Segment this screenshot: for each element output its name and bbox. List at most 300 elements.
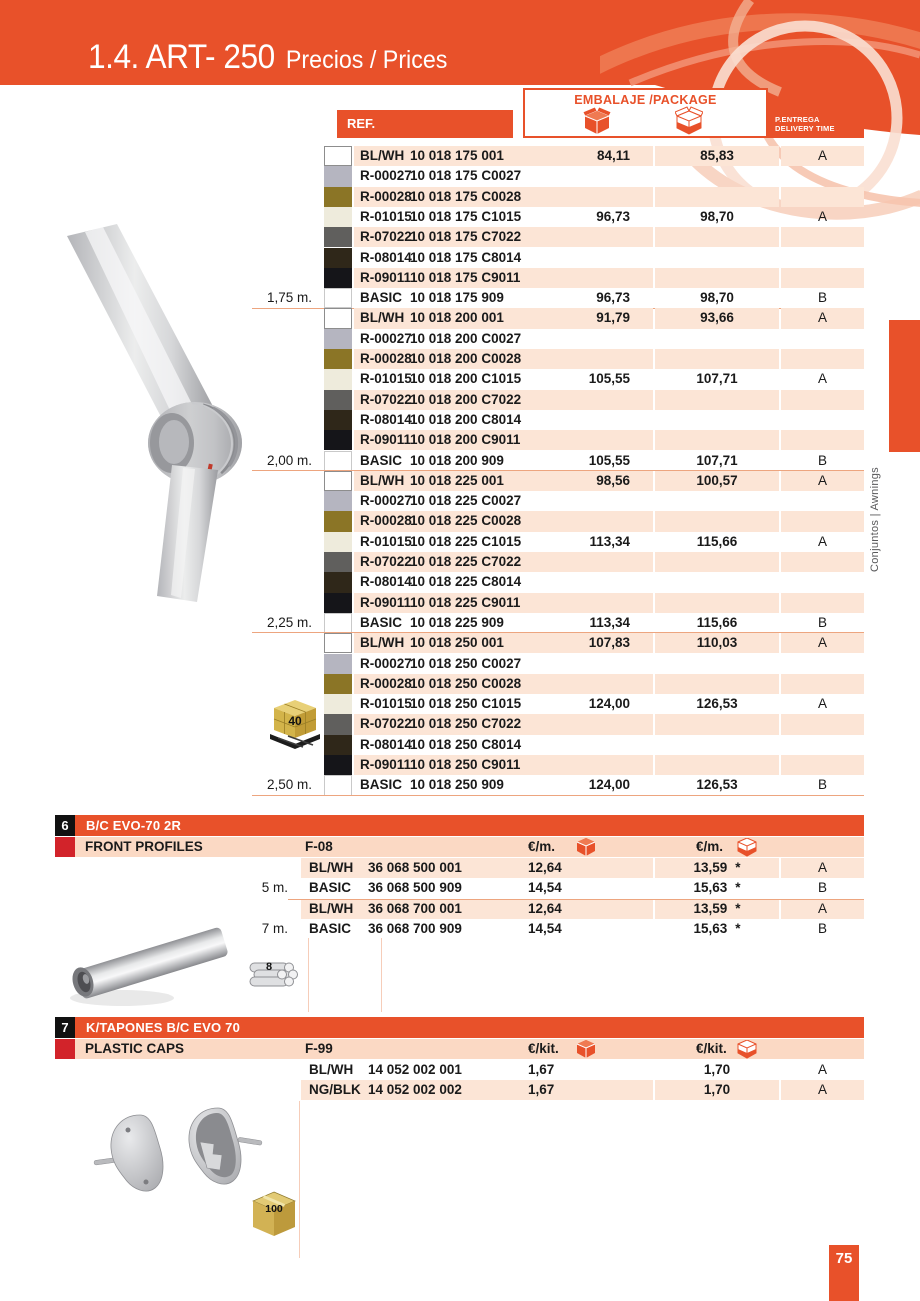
- row-pack-price-cell: [655, 552, 779, 572]
- row-delivery-cell: [781, 349, 864, 369]
- row-main-cell: [354, 471, 653, 491]
- price-row: [0, 187, 864, 207]
- column-hairline: [381, 938, 382, 1012]
- row-delivery-cell: [781, 430, 864, 450]
- row-main-cell: [354, 187, 653, 207]
- row-delivery-cell: A: [817, 696, 827, 712]
- chapter-caption: Conjuntos | Awnings: [869, 467, 881, 572]
- length-label: 1,75 m.: [266, 290, 312, 306]
- color-name: NG/BLK: [309, 1082, 361, 1098]
- color-swatch: [324, 288, 352, 308]
- color-swatch: [324, 491, 352, 511]
- price-single: 124,00: [588, 696, 630, 712]
- row-delivery-cell: [781, 552, 864, 572]
- ref-code: 10 018 250 C9011: [410, 757, 521, 772]
- row-pack-price-cell: 126,53: [696, 696, 738, 712]
- section-price-row: [0, 858, 864, 878]
- ref-code: 36 068 500 909: [368, 880, 462, 896]
- ref-code: 10 018 225 C1015: [410, 533, 522, 549]
- row-pack-price-cell: [655, 227, 779, 247]
- row-main-cell: [354, 593, 653, 613]
- tube-bundle-quantity-icon: [244, 952, 302, 998]
- row-delivery-cell: B: [817, 452, 827, 468]
- ref-code: 14 052 002 001: [368, 1062, 462, 1077]
- unit-price-pack-label: €/kit.: [696, 1041, 727, 1056]
- color-name: R-08014: [360, 411, 412, 427]
- footnote-star: *: [735, 921, 741, 937]
- color-name: R-08014: [360, 736, 412, 752]
- length-label: 2,00 m.: [266, 452, 312, 468]
- row-main-cell: [301, 919, 653, 939]
- color-name: BASIC: [360, 290, 403, 306]
- color-swatch: [324, 532, 352, 552]
- color-swatch: [324, 572, 352, 592]
- color-swatch: [324, 187, 352, 207]
- row-pack-price-cell: [655, 166, 779, 186]
- ref-code: 14 052 002 002: [368, 1082, 462, 1098]
- ref-code: 10 018 200 C1015: [410, 371, 522, 387]
- row-pack-price-cell: 1,70: [703, 1062, 731, 1077]
- row-main-cell: [301, 858, 653, 878]
- ref-code: 10 018 250 C8014: [410, 736, 522, 752]
- color-swatch: [324, 248, 352, 268]
- row-main-cell: [354, 369, 653, 389]
- color-swatch: [324, 410, 352, 430]
- price-single: 14,54: [528, 921, 562, 937]
- row-pack-price-cell: 110,03: [655, 633, 779, 653]
- row-main-cell: [354, 146, 653, 166]
- color-swatch: [324, 714, 352, 734]
- row-main-cell: [301, 1060, 653, 1080]
- ref-code: 10 018 225 C9011: [410, 594, 521, 610]
- unit-price-label: €/kit.: [528, 1041, 559, 1056]
- row-main-cell: [354, 674, 653, 694]
- color-name: R-00027: [360, 493, 412, 509]
- color-name: BASIC: [309, 921, 352, 937]
- row-main-cell: [354, 775, 653, 795]
- ref-code: 10 018 225 909: [410, 614, 504, 630]
- row-pack-price-cell: [655, 390, 779, 410]
- price-single: 96,73: [596, 208, 630, 224]
- row-pack-price-cell: [655, 593, 779, 613]
- color-name: R-00028: [360, 188, 412, 204]
- section-price-row: [0, 1080, 864, 1100]
- row-delivery-cell: [781, 390, 864, 410]
- row-delivery-cell: [781, 268, 864, 288]
- row-main-cell: [354, 633, 653, 653]
- ref-column-header: [337, 110, 513, 138]
- color-swatch: [324, 593, 352, 613]
- row-delivery-cell: A: [781, 899, 864, 919]
- row-delivery-cell: A: [817, 533, 827, 549]
- row-main-cell: [354, 329, 653, 349]
- color-swatch: [324, 735, 352, 755]
- row-pack-price-cell: [655, 511, 779, 531]
- color-name: BL/WH: [360, 310, 405, 326]
- ref-code: 10 018 225 C0027: [410, 493, 522, 509]
- page-title-sub: Precios / Prices: [285, 46, 448, 74]
- ref-code: 10 018 175 C1015: [410, 208, 522, 224]
- ref-code: 10 018 225 C7022: [410, 554, 522, 569]
- unit-price-pack-label: €/m.: [696, 839, 724, 854]
- color-swatch: [324, 329, 352, 349]
- column-hairline: [299, 1101, 300, 1258]
- section-ref-code: F-08: [305, 839, 333, 854]
- color-swatch: [324, 146, 352, 166]
- price-single: 91,79: [596, 310, 630, 326]
- price-single: 96,73: [596, 290, 630, 306]
- ref-code: 10 018 175 C7022: [410, 229, 522, 245]
- price-row: [0, 633, 864, 653]
- color-name: BL/WH: [360, 148, 405, 163]
- row-pack-price-cell: 13,59 *: [655, 858, 779, 878]
- ref-code: 10 018 175 909: [410, 290, 504, 306]
- row-main-cell: [354, 390, 653, 410]
- row-main-cell: [354, 166, 653, 186]
- product-photo-caps: [88, 1103, 268, 1211]
- row-main-cell: [354, 308, 653, 328]
- row-pack-price-cell: 15,63 *: [693, 921, 741, 937]
- row-delivery-cell: B: [817, 290, 827, 306]
- price-row: [0, 613, 864, 633]
- row-delivery-cell: A: [781, 1080, 864, 1100]
- section-ref-code: F-99: [305, 1041, 333, 1056]
- ref-code: 10 018 200 909: [410, 452, 504, 468]
- row-main-cell: [354, 268, 653, 288]
- row-delivery-cell: [781, 755, 864, 775]
- color-name: R-09011: [360, 269, 412, 285]
- row-delivery-cell: A: [781, 858, 864, 878]
- row-delivery-cell: A: [817, 208, 827, 224]
- section-header-bar: [55, 815, 864, 836]
- row-main-cell: [354, 572, 653, 592]
- row-main-cell: [354, 451, 653, 471]
- column-hairline: [308, 938, 309, 1012]
- section-header-bar: [55, 1017, 864, 1038]
- row-delivery-cell: [781, 166, 864, 186]
- row-main-cell: [354, 227, 653, 247]
- ref-code: 10 018 175 001: [410, 148, 504, 163]
- row-delivery-cell: B: [817, 880, 827, 896]
- price-row: [0, 146, 864, 166]
- section-subtitle: FRONT PROFILES: [85, 839, 203, 854]
- open-carton-icon: [675, 106, 703, 141]
- price-single: 124,00: [588, 777, 630, 793]
- footnote-star: *: [735, 880, 741, 896]
- ref-code: 10 018 200 C8014: [410, 411, 522, 427]
- section-price-row: [0, 878, 864, 898]
- row-pack-price-cell: 107,71: [696, 371, 738, 387]
- footnote-star: *: [735, 900, 741, 916]
- row-pack-price-cell: 115,66: [696, 533, 738, 549]
- color-name: R-00028: [360, 675, 412, 691]
- row-delivery-cell: [781, 572, 864, 592]
- row-delivery-cell: [781, 511, 864, 531]
- color-name: R-01015: [360, 696, 412, 712]
- color-name: R-01015: [360, 371, 412, 387]
- color-swatch: [324, 207, 352, 227]
- row-pack-price-cell: [655, 329, 779, 349]
- package-label: EMBALAJE /PACKAGE: [574, 93, 717, 107]
- carton-quantity-label: 100: [265, 1203, 283, 1215]
- price-single: 1,67: [528, 1062, 555, 1077]
- row-main-cell: [354, 755, 653, 775]
- row-main-cell: [301, 878, 653, 898]
- row-delivery-cell: A: [817, 1062, 827, 1077]
- row-pack-price-cell: [655, 268, 779, 288]
- row-delivery-cell: [781, 654, 864, 674]
- page-title: [88, 38, 447, 77]
- chapter-color-tab: [889, 320, 920, 452]
- row-pack-price-cell: 107,71: [696, 452, 738, 468]
- color-swatch: [324, 390, 352, 410]
- delivery-label-es: P.ENTREGA: [775, 115, 820, 124]
- color-swatch: [324, 511, 352, 531]
- color-swatch: [324, 227, 352, 247]
- row-delivery-cell: B: [817, 614, 827, 630]
- price-single: 84,11: [596, 148, 630, 163]
- row-pack-price-cell: [655, 714, 779, 734]
- price-row: [0, 714, 864, 734]
- color-name: R-07022: [360, 391, 412, 407]
- row-delivery-cell: A: [781, 471, 864, 491]
- row-pack-price-cell: 85,83: [655, 146, 779, 166]
- row-main-cell: [354, 349, 653, 369]
- price-row: [0, 735, 864, 755]
- row-main-cell: [354, 735, 653, 755]
- price-row: [0, 674, 864, 694]
- price-single: 105,55: [588, 371, 630, 387]
- section-subheader-row: [75, 1039, 864, 1059]
- ref-code: 10 018 225 001: [410, 472, 504, 488]
- row-main-cell: [354, 207, 653, 227]
- color-swatch: [324, 633, 352, 653]
- color-name: BL/WH: [309, 860, 354, 875]
- row-pack-price-cell: 15,63 *: [693, 880, 741, 896]
- row-delivery-cell: [781, 674, 864, 694]
- price-single: 107,83: [588, 635, 630, 651]
- price-single: 14,54: [528, 880, 562, 896]
- section-title: B/C EVO-70 2R: [75, 815, 864, 836]
- page-number: 75: [829, 1245, 859, 1301]
- color-name: BL/WH: [360, 635, 405, 651]
- row-pack-price-cell: 100,57: [655, 471, 779, 491]
- section-price-row: [0, 899, 864, 919]
- color-swatch: [324, 674, 352, 694]
- color-swatch: [324, 775, 352, 795]
- section-red-marker: [55, 1039, 75, 1059]
- row-pack-price-cell: 126,53: [696, 777, 738, 793]
- tube-bundle-quantity-label: 8: [265, 961, 273, 973]
- ref-code: 10 018 175 C9011: [410, 269, 521, 285]
- color-name: R-08014: [360, 249, 412, 265]
- product-photo-profile: [62, 918, 242, 1010]
- color-name: R-00027: [360, 655, 412, 671]
- length-label: 7 m.: [261, 921, 288, 937]
- ref-code: 10 018 250 001: [410, 635, 504, 651]
- price-row: [0, 775, 864, 795]
- color-name: R-07022: [360, 229, 412, 245]
- length-label: 5 m.: [261, 880, 288, 896]
- section-number: 7: [55, 1017, 75, 1038]
- row-delivery-cell: [781, 714, 864, 734]
- price-single: 105,55: [588, 452, 630, 468]
- unit-price-label: €/m.: [528, 839, 556, 854]
- ref-code: 10 018 250 909: [410, 777, 504, 793]
- ref-code: 10 018 225 C8014: [410, 574, 522, 590]
- ref-code: 10 018 250 C7022: [410, 716, 522, 732]
- color-name: BL/WH: [309, 900, 354, 916]
- price-single: 113,34: [589, 614, 630, 630]
- color-name: BASIC: [309, 880, 352, 896]
- ref-code: 36 068 700 909: [368, 921, 462, 937]
- color-swatch: [324, 654, 352, 674]
- color-swatch: [324, 308, 352, 328]
- row-pack-price-cell: [655, 349, 779, 369]
- row-pack-price-cell: [655, 410, 779, 430]
- row-delivery-cell: [781, 329, 864, 349]
- subgroup-divider: [288, 899, 864, 900]
- row-pack-price-cell: 115,66: [696, 614, 738, 630]
- color-name: R-07022: [360, 716, 412, 732]
- ref-code: 10 018 200 C0028: [410, 351, 522, 366]
- ref-code: 36 068 700 001: [368, 900, 462, 916]
- footnote-star: *: [735, 860, 741, 875]
- length-label: 2,25 m.: [266, 614, 312, 630]
- ref-code: 36 068 500 001: [368, 860, 462, 875]
- row-delivery-cell: A: [781, 633, 864, 653]
- pallet-quantity-label: 40: [288, 714, 302, 728]
- color-name: R-00027: [360, 330, 412, 346]
- color-name: R-00028: [360, 351, 412, 366]
- color-swatch: [324, 613, 352, 633]
- row-delivery-cell: A: [781, 146, 864, 166]
- price-single: 1,67: [528, 1082, 555, 1098]
- row-delivery-cell: [781, 248, 864, 268]
- section-price-row: [0, 1060, 864, 1080]
- row-main-cell: [354, 511, 653, 531]
- ref-code: 10 018 200 001: [410, 310, 504, 326]
- row-pack-price-cell: 98,70: [700, 290, 734, 306]
- product-photo-arm: [45, 218, 250, 608]
- section-subtitle: PLASTIC CAPS: [85, 1041, 185, 1056]
- row-pack-price-cell: [655, 572, 779, 592]
- color-swatch: [324, 471, 352, 491]
- row-delivery-cell: [781, 593, 864, 613]
- section-title: K/TAPONES B/C EVO 70: [75, 1017, 864, 1038]
- row-pack-price-cell: 1,70: [655, 1080, 779, 1100]
- row-delivery-cell: [781, 735, 864, 755]
- row-main-cell: [354, 248, 653, 268]
- ref-code: 10 018 250 C0027: [410, 655, 522, 671]
- delivery-label-en: DELIVERY TIME: [775, 124, 835, 133]
- ref-code: 10 018 175 C8014: [410, 249, 522, 265]
- color-name: BASIC: [360, 614, 403, 630]
- row-main-cell: [354, 532, 653, 552]
- price-row: [0, 755, 864, 775]
- row-delivery-cell: [781, 491, 864, 511]
- row-main-cell: [354, 430, 653, 450]
- ref-code: 10 018 250 C1015: [410, 696, 522, 712]
- ref-code: 10 018 225 C0028: [410, 513, 522, 529]
- carton-quantity-icon: [250, 1190, 298, 1240]
- color-name: R-00027: [360, 168, 412, 184]
- ref-code: 10 018 200 C7022: [410, 391, 522, 407]
- row-pack-price-cell: [655, 755, 779, 775]
- ref-code: 10 018 200 C9011: [410, 432, 521, 448]
- row-pack-price-cell: [655, 430, 779, 450]
- color-name: R-07022: [360, 554, 412, 569]
- row-pack-price-cell: [655, 491, 779, 511]
- row-delivery-cell: [781, 410, 864, 430]
- price-single: 12,64: [528, 860, 562, 875]
- color-name: R-09011: [360, 594, 412, 610]
- ref-code: 10 018 250 C0028: [410, 675, 522, 691]
- ref-code: 10 018 200 C0027: [410, 330, 522, 346]
- color-name: BASIC: [360, 452, 403, 468]
- price-single: 12,64: [528, 900, 562, 916]
- row-pack-price-cell: [655, 735, 779, 755]
- color-name: R-01015: [360, 208, 412, 224]
- row-pack-price-cell: [655, 674, 779, 694]
- color-swatch: [324, 369, 352, 389]
- ref-code: 10 018 175 C0027: [410, 168, 522, 184]
- solid-carton-icon: [583, 106, 611, 141]
- color-name: BASIC: [360, 777, 403, 793]
- ref-code: 10 018 175 C0028: [410, 188, 522, 204]
- row-main-cell: [354, 288, 653, 308]
- row-main-cell: [301, 899, 653, 919]
- row-delivery-cell: B: [817, 921, 827, 937]
- color-swatch: [324, 430, 352, 450]
- color-swatch: [324, 349, 352, 369]
- row-main-cell: [354, 491, 653, 511]
- row-main-cell: [354, 654, 653, 674]
- row-main-cell: [354, 613, 653, 633]
- price-single: 98,56: [596, 472, 630, 488]
- page-title-main: 1.4. ART- 250: [88, 38, 275, 76]
- section-red-marker: [55, 837, 75, 857]
- delivery-column-header: [768, 110, 864, 138]
- row-main-cell: [354, 552, 653, 572]
- length-label: 2,50 m.: [266, 777, 312, 793]
- color-name: R-01015: [360, 533, 412, 549]
- color-name: R-09011: [360, 432, 412, 448]
- row-main-cell: [354, 410, 653, 430]
- color-swatch: [324, 694, 352, 714]
- section-number: 6: [55, 815, 75, 836]
- row-pack-price-cell: [655, 248, 779, 268]
- color-name: BL/WH: [360, 472, 405, 488]
- row-delivery-cell: [781, 187, 864, 207]
- color-swatch: [324, 755, 352, 775]
- color-swatch: [324, 552, 352, 572]
- color-name: BL/WH: [309, 1062, 354, 1077]
- color-name: R-08014: [360, 574, 412, 590]
- row-main-cell: [354, 714, 653, 734]
- color-swatch: [324, 451, 352, 471]
- row-delivery-cell: A: [781, 308, 864, 328]
- row-delivery-cell: A: [817, 371, 827, 387]
- color-swatch: [324, 166, 352, 186]
- row-delivery-cell: B: [817, 777, 827, 793]
- row-pack-price-cell: 13,59 *: [655, 899, 779, 919]
- section-subheader-row: [75, 837, 864, 857]
- color-swatch: [324, 268, 352, 288]
- package-column-header: [523, 88, 768, 138]
- color-name: R-00028: [360, 513, 412, 529]
- row-pack-price-cell: [655, 654, 779, 674]
